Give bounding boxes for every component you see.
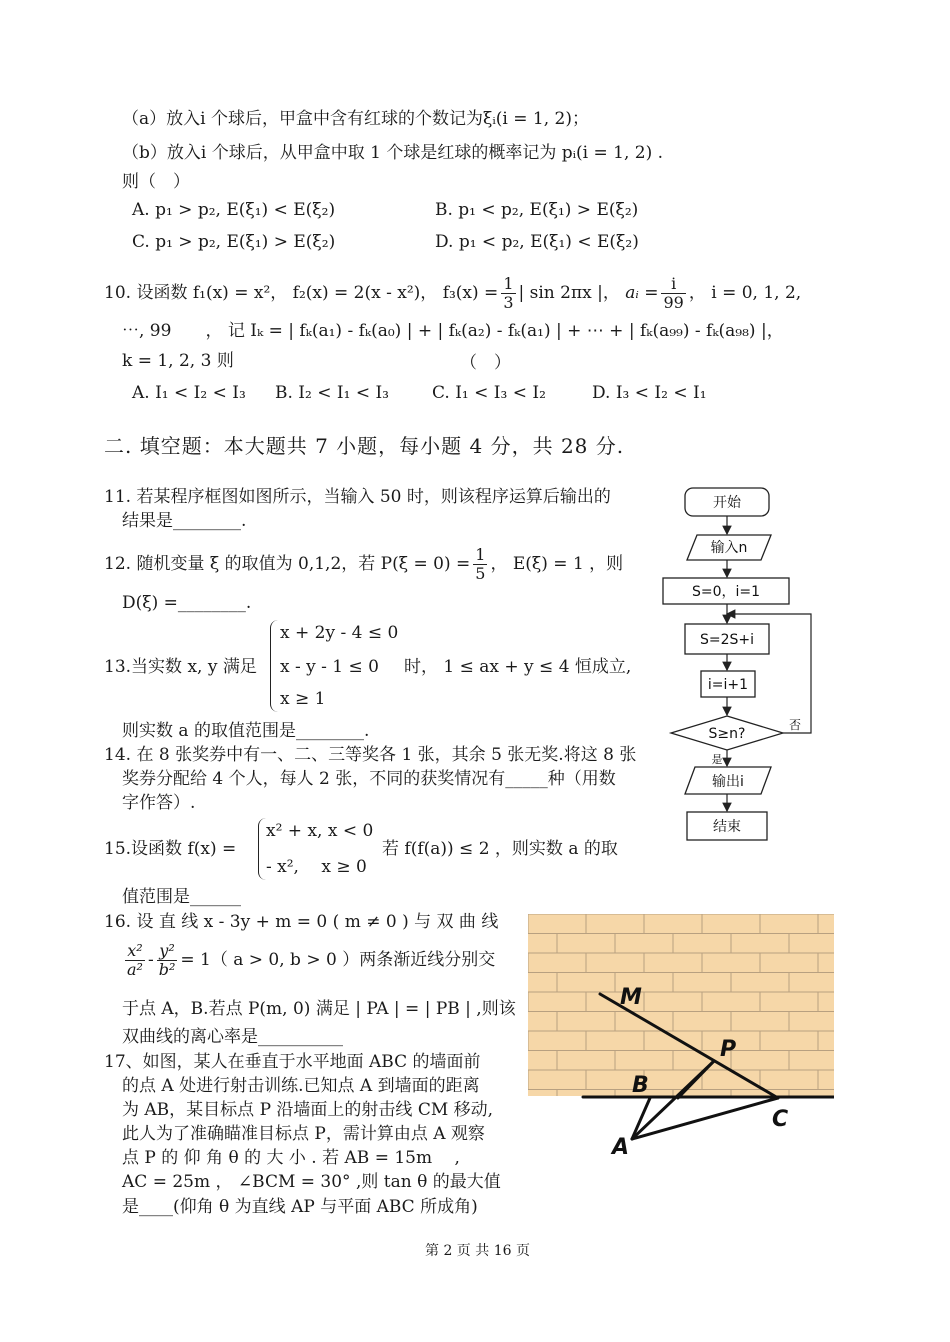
page-footer: 第 2 页 共 16 页 — [425, 1243, 530, 1259]
p16-line2 — [122, 942, 495, 979]
p14-line1: 14. 在 8 张奖券中有一、二、三等奖各 1 张，其余 5 张无奖.将这 8 张 — [104, 745, 637, 765]
p9-line-a: （a）放入i 个球后，甲盒中含有红球的个数记为ξᵢ(i = 1, 2)； — [122, 109, 589, 129]
p10-mid: | sin 2πx |， — [518, 283, 620, 303]
flowchart — [655, 480, 830, 850]
p9-option-b: B. p₁ < p₂, E(ξ₁) > E(ξ₂) — [435, 200, 639, 220]
p10-option-d: D. I₃ < I₂ < I₁ — [592, 383, 707, 403]
p9-option-d: D. p₁ < p₂, E(ξ₁) < E(ξ₂) — [435, 232, 639, 252]
p12-frac — [473, 546, 487, 583]
p10-frac1-num: 1 — [503, 274, 514, 293]
p10-frac2-num: i — [661, 275, 685, 294]
p16-line4: 双曲线的离心率是__________ — [122, 1027, 343, 1047]
flow-cond-label: S≥n? — [708, 726, 746, 742]
p17-line3: 为 AB，某目标点 P 沿墙面上的射击线 CM 移动, — [122, 1100, 494, 1120]
p14-line2: 奖券分配给 4 个人，每人 2 张，不同的获奖情况有_____种（用数 — [122, 769, 616, 789]
p10-frac-third — [501, 275, 515, 312]
p9-ze: 则（ ） — [122, 172, 190, 192]
p16-frac-y-den: b² — [158, 960, 176, 979]
p16-line2-tail: = 1（ a > 0, b > 0 ）两条渐近线分别交 — [180, 950, 496, 970]
p12-tail: ， E(ξ) = 1 ，则 — [490, 554, 624, 574]
p11-line1: 11. 若某程序框图如图所示，当输入 50 时，则该程序运算后输出的 — [104, 487, 611, 507]
p17-line4: 此人为了准确瞄准目标点 P，需计算由点 A 观察 — [122, 1124, 485, 1144]
p17-line2: 的点 A 处进行射击训练.已知点 A 到墙面的距离 — [122, 1076, 480, 1096]
p16-frac-x — [125, 942, 145, 979]
p9-line-b: （b）放入i 个球后，从甲盒中取 1 个球是红球的概率记为 pᵢ(i = 1, 2) . — [122, 143, 664, 163]
p12-line2: D(ξ) =________. — [122, 593, 252, 613]
flow-start-label: 开始 — [713, 495, 741, 511]
p15-lead: 15.设函数 f(x) = — [104, 839, 237, 859]
p13-lead: 13.当实数 x, y 满足 — [104, 657, 257, 677]
p10-option-a: A. I₁ < I₂ < I₃ — [132, 383, 246, 403]
p12-frac-den: 5 — [475, 564, 486, 583]
flow-update-s-label: S=2S+i — [699, 632, 755, 648]
p9-option-a: A. p₁ > p₂, E(ξ₁) < E(ξ₂) — [132, 200, 336, 220]
p14-line3: 字作答）. — [122, 793, 196, 813]
p16-line3: 于点 A，B.若点 P(m, 0) 满足 | PA | = | PB | ,则该 — [122, 999, 516, 1019]
wall-background — [528, 914, 834, 1096]
p10-frac1-den: 3 — [503, 293, 514, 312]
p15-case1: x² + x, x < 0 — [266, 821, 374, 841]
label-b: B — [632, 1073, 649, 1098]
p10-line1 — [104, 275, 801, 312]
p13-sys3: x ≥ 1 — [280, 689, 326, 709]
flow-init-label: S=0，i=1 — [691, 584, 761, 600]
flow-no-label: 否 — [788, 718, 802, 732]
label-c: C — [772, 1107, 789, 1132]
p17-line7: 是____(仰角 θ 为直线 AP 与平面 ABC 所成角) — [122, 1197, 478, 1217]
flow-yes-label: 是 — [711, 753, 723, 766]
label-m: M — [620, 985, 642, 1010]
p15-case2: - x², x ≥ 0 — [266, 857, 367, 877]
flow-end-label: 结束 — [713, 819, 741, 835]
p13-sys2: x - y - 1 ≤ 0 — [280, 657, 379, 677]
p16-frac-y-num: y² — [157, 942, 178, 961]
p17-line6: AC = 25m ， ∠BCM = 30° ,则 tan θ 的最大值 — [122, 1172, 501, 1192]
p12-lead: 12. 随机变量 ξ 的取值为 0,1,2，若 P(ξ = 0) = — [104, 554, 471, 574]
p13-sys1: x + 2y - 4 ≤ 0 — [280, 623, 399, 643]
section-heading: 二. 填空题：本大题共 7 小题，每小题 4 分，共 28 分. — [104, 434, 625, 458]
p10-paren: （ ） — [460, 353, 511, 373]
p17-line1: 17、如图，某人在垂直于水平地面 ABC 的墙面前 — [104, 1052, 481, 1072]
p10-tail: ， i = 0, 1, 2, — [688, 283, 802, 303]
p10-line3: k = 1, 2, 3 则 — [122, 351, 234, 371]
p10-frac2-den: 99 — [663, 293, 684, 312]
p16-minus: - — [147, 950, 154, 970]
p16-frac-y — [157, 942, 178, 979]
p16-frac-x-num: x² — [125, 942, 145, 961]
p10-a-lead: aᵢ = — [625, 283, 659, 303]
p16-frac-x-den: a² — [127, 960, 143, 979]
p15-line2: 值范围是______ — [122, 887, 241, 907]
p11-line2: 结果是________. — [122, 511, 247, 531]
p13-tail: 时， 1 ≤ ax + y ≤ 4 恒成立, — [404, 657, 632, 677]
p10-lead: 10. 设函数 f₁(x) = x²， f₂(x) = 2(x - x²)， f₃(x) = — [104, 283, 499, 303]
wall-figure — [528, 914, 834, 1164]
p12-line1 — [104, 546, 623, 583]
label-a: A — [612, 1135, 630, 1160]
label-p: P — [720, 1037, 737, 1062]
p17-line5: 点 P 的 仰 角 θ 的 大 小 . 若 AB = 15m , — [122, 1148, 460, 1168]
p10-line2: ⋯, 99 ， 记 Iₖ = | fₖ(a₁) - fₖ(a₀) | + | fₖ(a₂) - fₖ(a₁) | + ⋯ + | fₖ(a₉₉) - fₖ(a₉₈) |， — [122, 321, 784, 341]
p15-tail: 若 f(f(a)) ≤ 2 ，则实数 a 的取 — [382, 839, 618, 859]
flow-output-label: 输出i — [712, 774, 744, 790]
p9-option-c: C. p₁ > p₂, E(ξ₁) > E(ξ₂) — [132, 232, 336, 252]
flow-update-i-label: i=i+1 — [707, 677, 749, 693]
p10-option-c: C. I₁ < I₃ < I₂ — [432, 383, 546, 403]
p10-frac-i99 — [661, 275, 685, 312]
flow-input-label: 输入n — [710, 540, 748, 556]
p12-frac-num: 1 — [475, 545, 486, 564]
p10-option-b: B. I₂ < I₁ < I₃ — [275, 383, 389, 403]
p13-line2: 则实数 a 的取值范围是________. — [122, 721, 370, 741]
segment-ba — [632, 1098, 650, 1139]
p16-line1: 16. 设 直 线 x - 3y + m = 0 ( m ≠ 0 ) 与 双 曲 线 — [104, 912, 499, 932]
